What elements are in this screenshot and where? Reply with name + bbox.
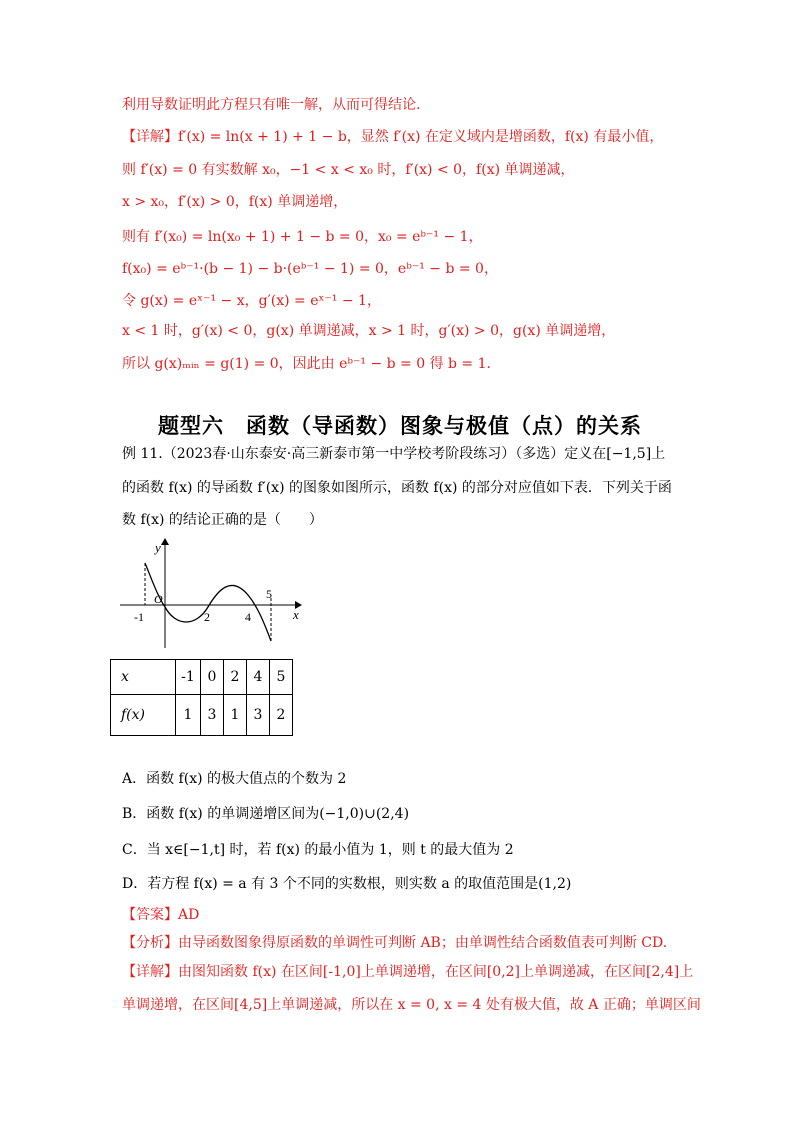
table-header-x: x bbox=[111, 660, 176, 695]
section-title: 题型六 函数（导函数）图象与极值（点）的关系 bbox=[158, 413, 642, 438]
derivative-curve bbox=[145, 563, 271, 641]
table-cell: 4 bbox=[247, 660, 270, 695]
answer-line: 【答案】AD bbox=[122, 907, 200, 923]
table-header-fx: f(x) bbox=[111, 695, 176, 736]
solution-detail-line-1: 【详解】f′(x) = ln(x + 1) + 1 − b，显然 f′(x) 在定义域内是增函数，f(x) 有最小值， bbox=[122, 129, 664, 145]
analysis-line: 【分析】由导函数图象得原函数的单调性可判断 AB；由单调性结合函数值表可判断 CD. bbox=[122, 935, 668, 951]
tick-label-minus-1: -1 bbox=[134, 610, 144, 624]
solution-detail-line-5: f(x₀) = eᵇ⁻¹·(b − 1) − b·(eᵇ⁻¹ − 1) = 0，eᵇ⁻¹ − b = 0， bbox=[122, 261, 498, 277]
y-axis-label: y bbox=[155, 540, 161, 555]
table-cell: 1 bbox=[176, 695, 201, 736]
table-cell: 3 bbox=[201, 695, 224, 736]
detail-line-1: 【详解】由图知函数 f(x) 在区间[-1,0]上单调递增，在区间[0,2]上单调递减，在区间[2,4]上 bbox=[122, 964, 694, 980]
solution-detail-line-8: 所以 g(x)ₘᵢₙ = g(1) = 0，因此由 eᵇ⁻¹ − b = 0 得 b = 1. bbox=[122, 356, 491, 372]
solution-detail-line-3: x > x₀，f′(x) > 0，f(x) 单调递增， bbox=[122, 194, 348, 210]
solution-detail-line-6: 令 g(x) = eˣ⁻¹ − x，g′(x) = eˣ⁻¹ − 1， bbox=[122, 293, 381, 309]
x-axis-label: x bbox=[293, 607, 299, 622]
option-a: A．函数 f(x) 的极大值点的个数为 2 bbox=[122, 771, 347, 787]
option-d: D．若方程 f(x) = a 有 3 个不同的实数根，则实数 a 的取值范围是(1,2) bbox=[122, 876, 572, 892]
option-c: C．当 x∈[−1,t] 时，若 f(x) 的最小值为 1，则 t 的最大值为 2 bbox=[122, 842, 514, 858]
solution-intro-line: 利用导数证明此方程只有唯一解，从而可得结论. bbox=[122, 97, 421, 113]
example-line-3: 数 f(x) 的结论正确的是（ ） bbox=[122, 512, 323, 528]
option-b: B．函数 f(x) 的单调递增区间为(−1,0)∪(2,4) bbox=[122, 806, 410, 822]
value-table bbox=[110, 659, 293, 736]
table-cell: 2 bbox=[224, 660, 247, 695]
table-cell: 1 bbox=[224, 695, 247, 736]
solution-detail-line-4: 则有 f′(x₀) = ln(x₀ + 1) + 1 − b = 0，x₀ = eᵇ⁻¹ − 1， bbox=[122, 229, 483, 245]
detail-line-2: 单调递增，在区间[4,5]上单调递减，所以在 x = 0, x = 4 处有极大值，故 A 正确；单调区间 bbox=[122, 997, 701, 1013]
derivative-graph bbox=[118, 535, 308, 650]
table-row-fx bbox=[111, 695, 293, 736]
tick-label-5: 5 bbox=[266, 587, 272, 601]
solution-detail-line-7: x < 1 时，g′(x) < 0，g(x) 单调递减，x > 1 时，g′(x) > 0，g(x) 单调递增， bbox=[122, 323, 616, 339]
table-cell: 3 bbox=[247, 695, 270, 736]
example-line-2: 的函数 f(x) 的导函数 f′(x) 的图象如图所示，函数 f(x) 的部分对应值如下表．下列关于函 bbox=[122, 480, 672, 496]
table-cell: 5 bbox=[270, 660, 293, 695]
tick-label-2: 2 bbox=[204, 610, 210, 624]
origin-label: O bbox=[154, 592, 163, 606]
table-row-x bbox=[111, 660, 293, 695]
table-cell: 0 bbox=[201, 660, 224, 695]
solution-detail-line-2: 则 f′(x) = 0 有实数解 x₀，−1 < x < x₀ 时，f′(x) < 0，f(x) 单调递减， bbox=[122, 162, 575, 178]
table-cell: 2 bbox=[270, 695, 293, 736]
example-line-1: 例 11.（2023春·山东泰安·高三新泰市第一中学校考阶段练习）（多选）定义在[−1,5]上 bbox=[122, 446, 666, 462]
tick-label-4: 4 bbox=[245, 610, 251, 624]
table-cell: -1 bbox=[176, 660, 201, 695]
